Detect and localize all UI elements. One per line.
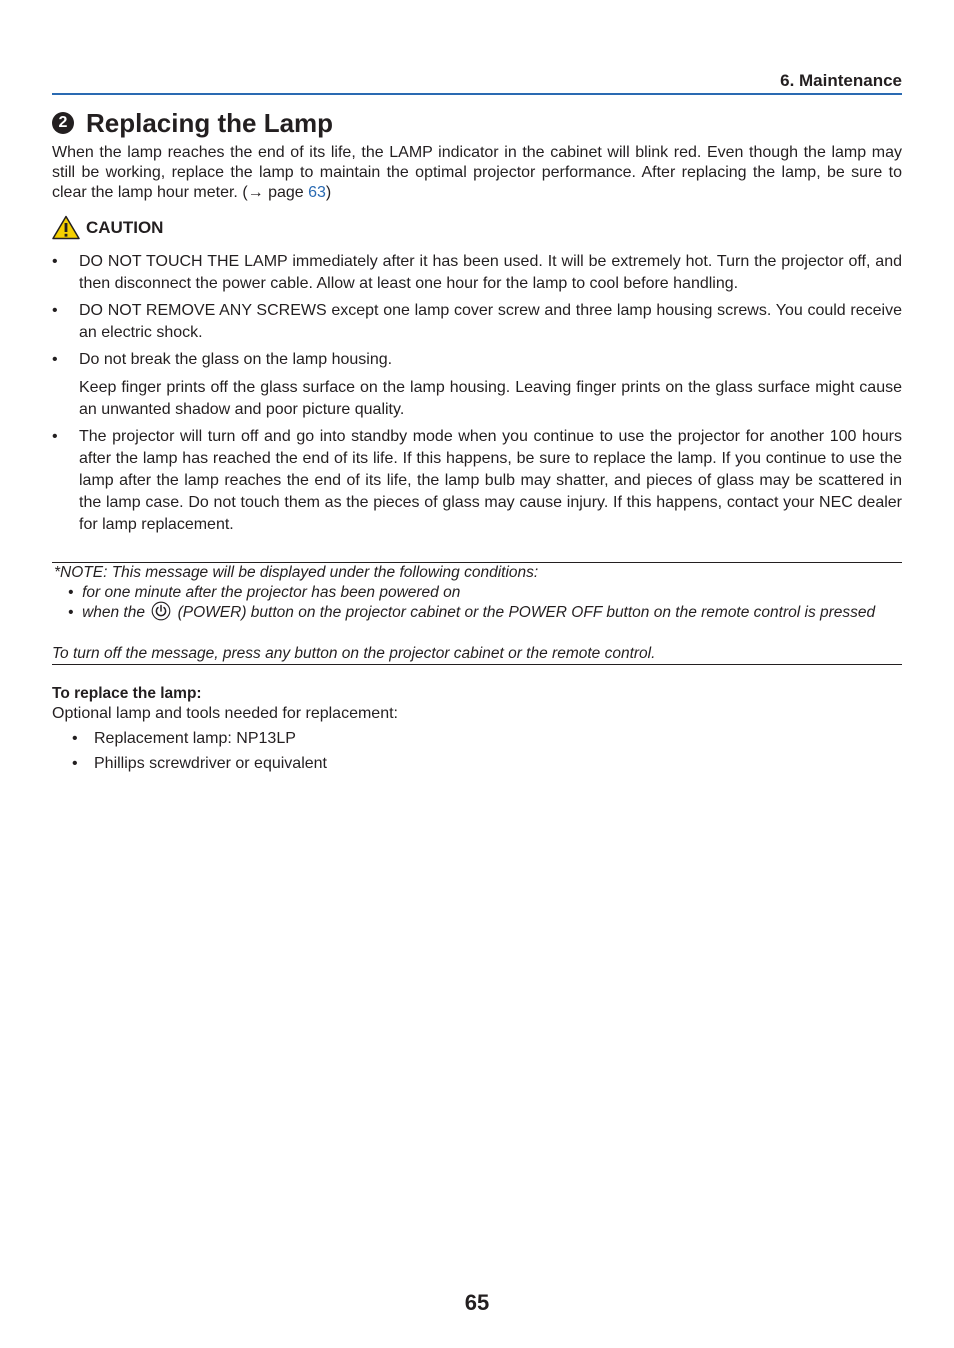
bullet: • [52,428,58,445]
page-number: 65 [464,1290,490,1315]
replace-heading: To replace the lamp: [52,685,202,702]
intro-text-end: ) [325,184,332,201]
list-item [72,754,327,774]
note-item [68,603,875,623]
caution-heading [52,215,163,240]
page-link[interactable]: 63 [308,184,326,201]
tool-item-text: Phillips screwdriver or equivalent [94,755,327,772]
tools-list [72,729,327,779]
caution-label: CAUTION [86,218,164,237]
page-title-text: Replacing the Lamp [86,108,334,138]
bullet: • [72,755,78,772]
caution-list [52,251,902,541]
note-item [68,583,460,603]
list-item [52,300,902,344]
replace-intro: Optional lamp and tools needed for replacement: [52,705,398,722]
section-header: 6. Maintenance [780,71,902,90]
bullet: • [68,604,74,622]
note-item-text: for one minute after the projector has been powered on [82,584,461,601]
caution-item-text: Do not break the glass on the lamp housing. [79,351,393,368]
intro-text: When the lamp reaches the end of its life, the LAMP indicator in the cabinet will blink red. Even though the lamp may still be working, replace the lamp to maintain the optimal projector performance. After replacing the lamp, be sure to clear the lamp hour meter. (→ page [52,144,902,201]
list-item [52,251,902,295]
note-footer: To turn off the message, press any button on the projector cabinet or the remote control. [52,645,656,662]
list-item [72,729,327,749]
warning-triangle-icon [52,215,80,240]
note-title: *NOTE: This message will be displayed under the following conditions: [54,564,539,581]
note-box [52,562,902,665]
intro-paragraph [52,143,902,203]
circled-number-icon: 2 [52,112,74,134]
caution-item-text: DO NOT TOUCH THE LAMP immediately after it has been used. It will be extremely hot. Turn the projector off, and then disconnect the power cable. Allow at least one hour for the lamp to cool before handling. [79,253,902,292]
bullet: • [68,584,74,601]
header-rule [52,93,902,95]
power-icon [151,601,171,621]
bullet: • [52,351,58,368]
list-item [52,426,902,536]
caution-item-text: The projector will turn off and go into standby mode when you continue to use the projector for another 100 hours after the lamp has reached the end of its life. If this happens, be sure to replace the lamp. If you continue to use the lamp after the lamp reaches the end of its life, the lamp bulb may shatter, and pieces of glass may be scattered in the lamp case. Do not touch them as the pieces of glass may cause injury. If this happens, contact your NEC dealer for lamp replacement. [79,428,902,533]
note-item-text: when the [82,604,145,622]
tool-item-text: Replacement lamp: NP13LP [94,730,296,747]
bullet: • [72,730,78,747]
page-title [52,106,333,140]
caution-item-text: DO NOT REMOVE ANY SCREWS except one lamp cover screw and three lamp housing screws. You could receive an electric shock. [79,302,902,341]
bullet: • [52,302,58,319]
list-item [52,349,902,421]
bullet: • [52,253,58,270]
caution-item-subtext: Keep finger prints off the glass surface on the lamp housing. Leaving finger prints on the glass surface might cause an unwanted shadow and poor picture quality. [79,379,902,418]
note-item-text: (POWER) button on the projector cabinet or the POWER OFF button on the remote control is pressed [177,604,876,622]
